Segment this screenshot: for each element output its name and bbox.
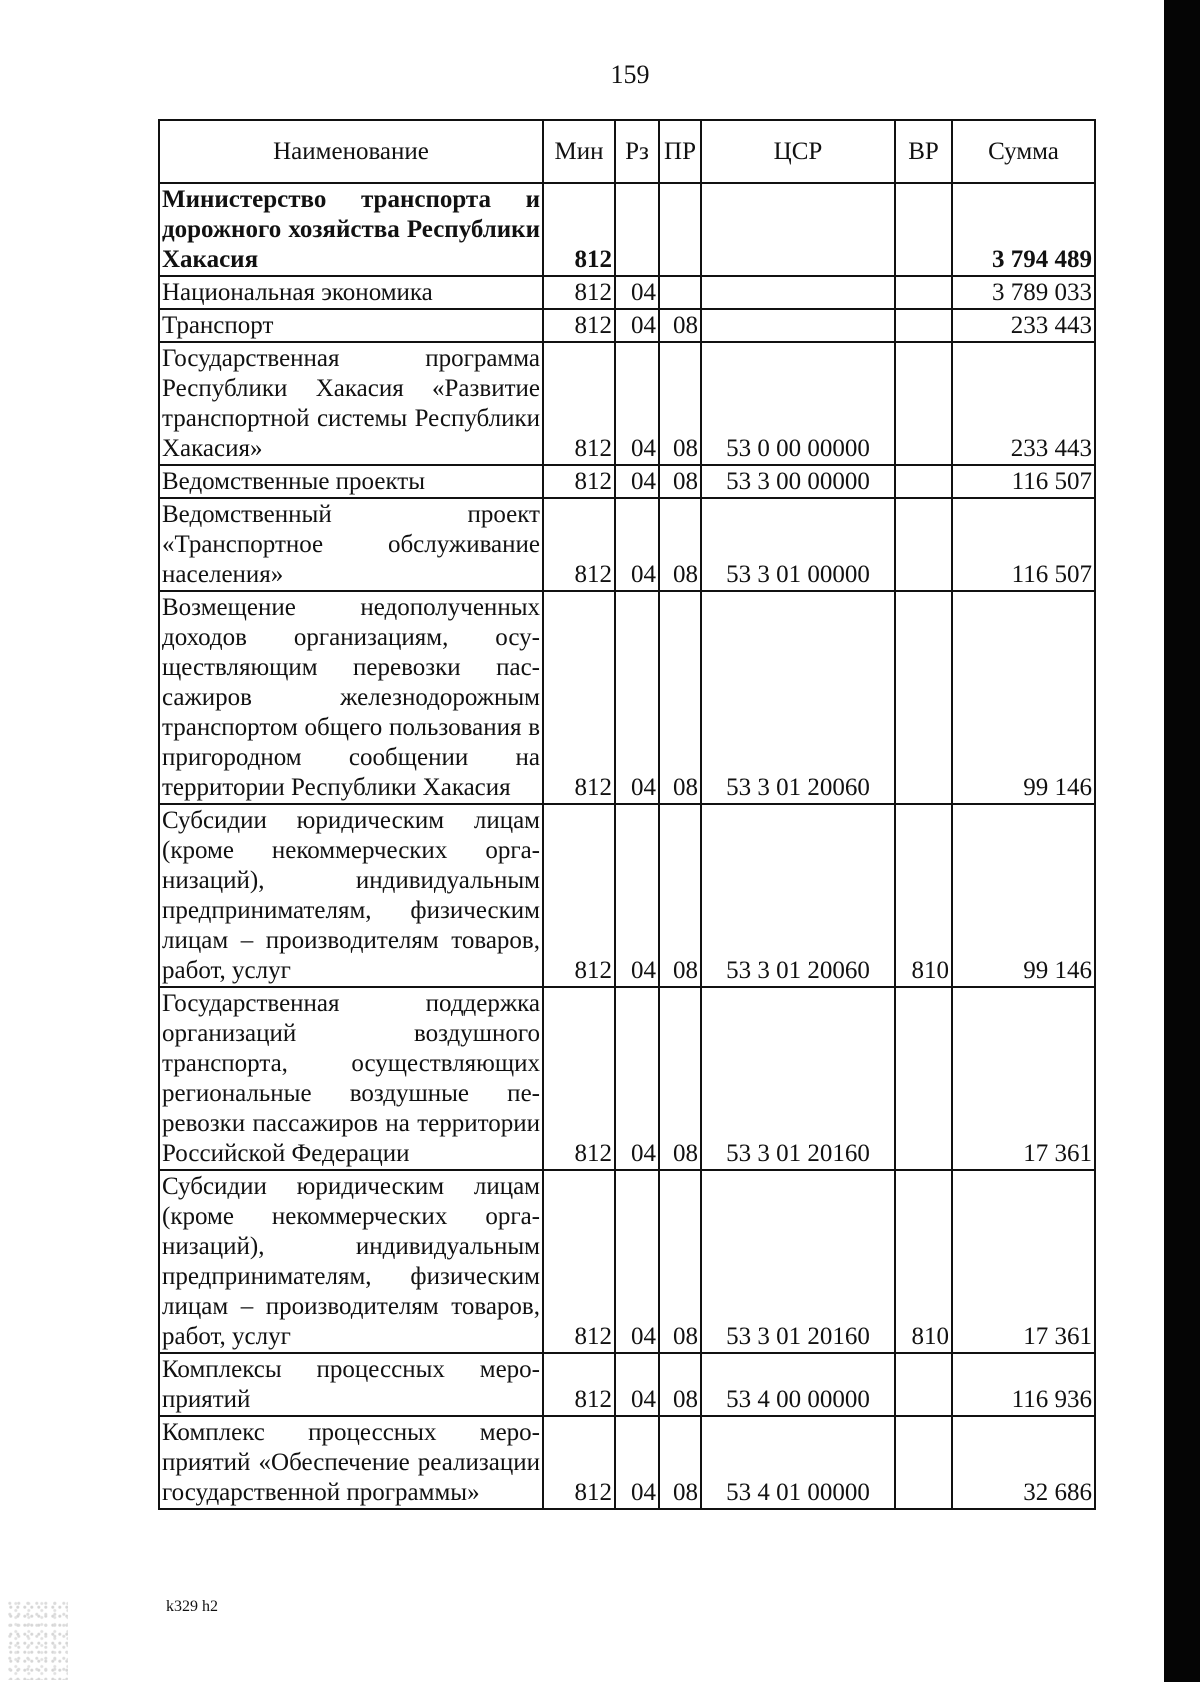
row-rz (615, 183, 659, 276)
row-sum: 3 794 489 (952, 183, 1095, 276)
row-min: 812 (543, 804, 615, 987)
row-csr: 53 3 01 20060 (701, 591, 895, 804)
row-name: Государственная поддержка организаций воздушного транспорта, осуществляющих региональные воздушные перевозки пассажиров на территории Российской Федерации (159, 987, 543, 1170)
row-vr (895, 276, 952, 309)
row-pr: 08 (659, 804, 701, 987)
table-row (159, 1170, 1095, 1353)
row-pr: 08 (659, 342, 701, 465)
row-csr: 53 3 01 20160 (701, 1170, 895, 1353)
table-row (159, 309, 1095, 342)
row-min: 812 (543, 309, 615, 342)
row-vr (895, 465, 952, 498)
row-csr: 53 4 00 00000 (701, 1353, 895, 1416)
table-row (159, 498, 1095, 591)
row-csr: 53 0 00 00000 (701, 342, 895, 465)
row-name: Возмещение недополученных доходов организациям, осуществляющим перевозки пассажиров железнодорожным транспортом общего пользования в пригородном сообщении на территории Республики Хакасия (159, 591, 543, 804)
row-vr (895, 498, 952, 591)
row-sum: 116 936 (952, 1353, 1095, 1416)
row-sum: 233 443 (952, 309, 1095, 342)
row-name: Ведомственные проекты (159, 465, 543, 498)
row-min: 812 (543, 1416, 615, 1509)
table-row (159, 987, 1095, 1170)
table-header-row (159, 120, 1095, 183)
header-rz: Рз (615, 120, 659, 183)
table-row (159, 1416, 1095, 1509)
row-pr: 08 (659, 591, 701, 804)
row-pr: 08 (659, 309, 701, 342)
scan-noise (8, 1600, 68, 1680)
row-rz: 04 (615, 498, 659, 591)
row-pr: 08 (659, 987, 701, 1170)
table-row (159, 1353, 1095, 1416)
row-name: Субсидии юридическим лицам (кроме некоммерческих организаций), индивидуальным предпринимателям, физическим лицам – производителям товаров, работ, услуг (159, 804, 543, 987)
row-vr: 810 (895, 804, 952, 987)
footer-code: k329 h2 (166, 1598, 218, 1615)
row-rz: 04 (615, 804, 659, 987)
row-csr (701, 183, 895, 276)
row-pr (659, 183, 701, 276)
row-pr (659, 276, 701, 309)
row-vr (895, 591, 952, 804)
row-min: 812 (543, 591, 615, 804)
row-sum: 32 686 (952, 1416, 1095, 1509)
row-csr (701, 276, 895, 309)
row-sum: 99 146 (952, 804, 1095, 987)
row-min: 812 (543, 183, 615, 276)
row-vr (895, 309, 952, 342)
row-name: Министерство транспорта и дорожного хозяйства Республики Хакасия (159, 183, 543, 276)
row-vr (895, 1353, 952, 1416)
row-csr: 53 4 01 00000 (701, 1416, 895, 1509)
table-row (159, 804, 1095, 987)
scan-edge-bar (1164, 0, 1200, 1682)
header-csr: ЦСР (701, 120, 895, 183)
row-vr (895, 987, 952, 1170)
row-sum: 3 789 033 (952, 276, 1095, 309)
row-csr: 53 3 01 20160 (701, 987, 895, 1170)
row-rz: 04 (615, 342, 659, 465)
row-min: 812 (543, 465, 615, 498)
row-pr: 08 (659, 1416, 701, 1509)
row-name: Комплекс процессных мероприятий «Обеспечение реализации государственной программы» (159, 1416, 543, 1509)
row-min: 812 (543, 1170, 615, 1353)
row-name: Транспорт (159, 309, 543, 342)
table-row (159, 276, 1095, 309)
row-pr: 08 (659, 1170, 701, 1353)
row-min: 812 (543, 498, 615, 591)
row-min: 812 (543, 276, 615, 309)
row-sum: 17 361 (952, 1170, 1095, 1353)
row-rz: 04 (615, 1170, 659, 1353)
row-pr: 08 (659, 1353, 701, 1416)
row-name: Ведомственный проект «Транспортное обслуживание населения» (159, 498, 543, 591)
row-csr: 53 3 00 00000 (701, 465, 895, 498)
header-min: Мин (543, 120, 615, 183)
row-csr: 53 3 01 00000 (701, 498, 895, 591)
row-name: Комплексы процессных мероприятий (159, 1353, 543, 1416)
row-pr: 08 (659, 465, 701, 498)
page-number: 159 (610, 60, 650, 89)
row-name: Государственная программа Республики Хакасия «Развитие транспортной системы Республики Хакасия» (159, 342, 543, 465)
header-sum: Сумма (952, 120, 1095, 183)
row-pr: 08 (659, 498, 701, 591)
row-sum: 116 507 (952, 498, 1095, 591)
row-vr (895, 183, 952, 276)
row-rz: 04 (615, 1353, 659, 1416)
row-rz: 04 (615, 465, 659, 498)
row-name: Субсидии юридическим лицам (кроме некоммерческих организаций), индивидуальным предпринимателям, физическим лицам – производителям товаров, работ, услуг (159, 1170, 543, 1353)
row-vr (895, 342, 952, 465)
row-name: Национальная экономика (159, 276, 543, 309)
table-row (159, 465, 1095, 498)
row-sum: 233 443 (952, 342, 1095, 465)
row-min: 812 (543, 342, 615, 465)
row-vr: 810 (895, 1170, 952, 1353)
row-min: 812 (543, 1353, 615, 1416)
table-row (159, 342, 1095, 465)
row-rz: 04 (615, 987, 659, 1170)
row-csr: 53 3 01 20060 (701, 804, 895, 987)
row-rz: 04 (615, 591, 659, 804)
row-csr (701, 309, 895, 342)
header-name: Наименование (159, 120, 543, 183)
header-pr: ПР (659, 120, 701, 183)
row-sum: 116 507 (952, 465, 1095, 498)
table-row (159, 183, 1095, 276)
row-sum: 99 146 (952, 591, 1095, 804)
row-min: 812 (543, 987, 615, 1170)
row-rz: 04 (615, 276, 659, 309)
row-vr (895, 1416, 952, 1509)
row-rz: 04 (615, 309, 659, 342)
row-rz: 04 (615, 1416, 659, 1509)
row-sum: 17 361 (952, 987, 1095, 1170)
budget-table (158, 119, 1096, 1510)
table-row (159, 591, 1095, 804)
header-vr: ВР (895, 120, 952, 183)
